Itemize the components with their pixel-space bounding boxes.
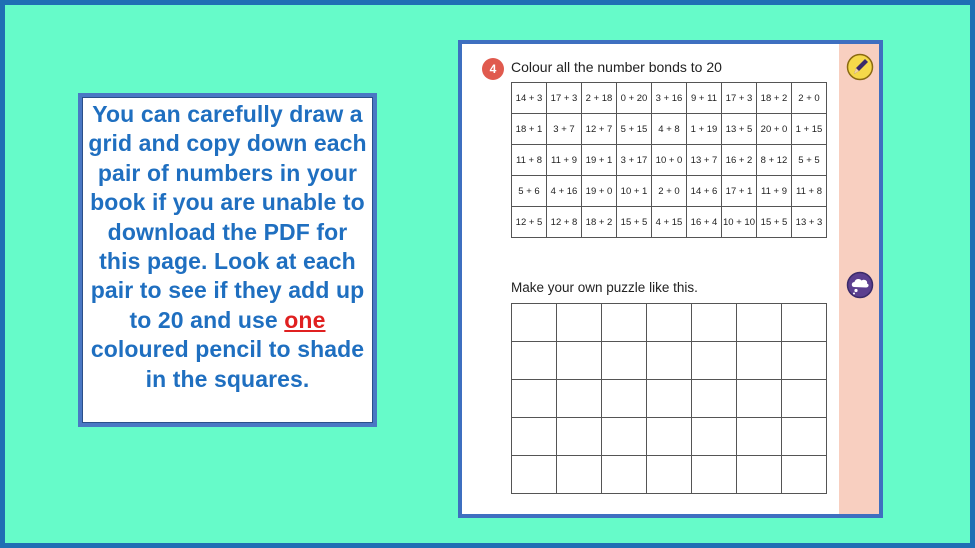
blank-cell[interactable] [692, 456, 737, 494]
bond-cell[interactable]: 12 + 7 [582, 114, 617, 145]
bond-row [512, 83, 827, 114]
bond-cell[interactable]: 11 + 9 [757, 176, 792, 207]
bond-cell[interactable]: 5 + 6 [512, 176, 547, 207]
bond-cell[interactable]: 16 + 2 [722, 145, 757, 176]
bond-cell[interactable]: 11 + 8 [792, 176, 827, 207]
bond-row [512, 207, 827, 238]
blank-cell[interactable] [557, 304, 602, 342]
blank-cell[interactable] [602, 380, 647, 418]
instruction-text-end: coloured pencil to shade in the squares. [90, 336, 365, 392]
blank-row [512, 380, 827, 418]
bond-cell[interactable]: 3 + 7 [547, 114, 582, 145]
bond-cell[interactable]: 16 + 4 [687, 207, 722, 238]
bond-cell[interactable]: 17 + 3 [722, 83, 757, 114]
bond-cell[interactable]: 10 + 10 [722, 207, 757, 238]
bond-cell[interactable]: 4 + 8 [652, 114, 687, 145]
bond-cell[interactable]: 3 + 16 [652, 83, 687, 114]
blank-cell[interactable] [557, 380, 602, 418]
blank-cell[interactable] [737, 304, 782, 342]
bond-row [512, 114, 827, 145]
bond-cell[interactable]: 15 + 5 [617, 207, 652, 238]
blank-cell[interactable] [557, 456, 602, 494]
blank-cell[interactable] [782, 304, 827, 342]
blank-cell[interactable] [647, 418, 692, 456]
bond-cell[interactable]: 18 + 2 [582, 207, 617, 238]
blank-cell[interactable] [647, 304, 692, 342]
bond-cell[interactable]: 12 + 5 [512, 207, 547, 238]
blank-cell[interactable] [692, 418, 737, 456]
bond-cell[interactable]: 17 + 1 [722, 176, 757, 207]
blank-cell[interactable] [737, 380, 782, 418]
blank-cell[interactable] [557, 418, 602, 456]
blank-cell[interactable] [647, 342, 692, 380]
blank-cell[interactable] [512, 380, 557, 418]
bond-cell[interactable]: 13 + 7 [687, 145, 722, 176]
bond-cell[interactable]: 20 + 0 [757, 114, 792, 145]
bond-cell[interactable]: 4 + 16 [547, 176, 582, 207]
instruction-text-start: You can carefully draw a grid and copy down each pair of numbers in your book if you are unable to download the PDF for this page. Look at each pair to see if they add up to 20 and use [88, 101, 367, 333]
blank-cell[interactable] [512, 418, 557, 456]
question-number-badge: 4 [482, 58, 504, 80]
bond-cell[interactable]: 0 + 20 [617, 83, 652, 114]
bond-cell[interactable]: 19 + 0 [582, 176, 617, 207]
puzzle-subtitle: Make your own puzzle like this. [511, 280, 698, 295]
bond-cell[interactable]: 17 + 3 [547, 83, 582, 114]
bond-cell[interactable]: 10 + 0 [652, 145, 687, 176]
bond-cell[interactable]: 18 + 2 [757, 83, 792, 114]
instruction-box [78, 93, 377, 427]
blank-cell[interactable] [737, 418, 782, 456]
bond-cell[interactable]: 14 + 3 [512, 83, 547, 114]
blank-cell[interactable] [647, 380, 692, 418]
bond-cell[interactable]: 2 + 0 [652, 176, 687, 207]
blank-cell[interactable] [602, 304, 647, 342]
number-bonds-grid [511, 82, 827, 238]
blank-cell[interactable] [647, 456, 692, 494]
bond-cell[interactable]: 11 + 8 [512, 145, 547, 176]
bond-cell[interactable]: 14 + 6 [687, 176, 722, 207]
bond-cell[interactable]: 9 + 11 [687, 83, 722, 114]
instruction-text [82, 97, 373, 394]
bond-cell[interactable]: 2 + 18 [582, 83, 617, 114]
blank-cell[interactable] [692, 380, 737, 418]
blank-cell[interactable] [782, 342, 827, 380]
blank-cell[interactable] [602, 456, 647, 494]
blank-cell[interactable] [512, 304, 557, 342]
bond-cell[interactable]: 5 + 5 [792, 145, 827, 176]
bond-row [512, 145, 827, 176]
bond-cell[interactable]: 2 + 0 [792, 83, 827, 114]
blank-cell[interactable] [692, 342, 737, 380]
blank-cell[interactable] [782, 418, 827, 456]
bond-cell[interactable]: 15 + 5 [757, 207, 792, 238]
blank-row [512, 418, 827, 456]
bond-cell[interactable]: 5 + 15 [617, 114, 652, 145]
question-title: Colour all the number bonds to 20 [511, 59, 722, 75]
blank-cell[interactable] [512, 342, 557, 380]
blank-cell[interactable] [737, 456, 782, 494]
instruction-emphasis: one [284, 306, 326, 333]
blank-row [512, 456, 827, 494]
thinking-cloud-icon [846, 271, 874, 299]
blank-cell[interactable] [782, 380, 827, 418]
bond-row [512, 176, 827, 207]
bond-cell[interactable]: 12 + 8 [547, 207, 582, 238]
bond-cell[interactable]: 1 + 19 [687, 114, 722, 145]
blank-cell[interactable] [692, 304, 737, 342]
blank-cell[interactable] [602, 418, 647, 456]
bond-cell[interactable]: 1 + 15 [792, 114, 827, 145]
bond-cell[interactable]: 11 + 9 [547, 145, 582, 176]
blank-cell[interactable] [737, 342, 782, 380]
blank-puzzle-grid [511, 303, 827, 494]
bond-cell[interactable]: 10 + 1 [617, 176, 652, 207]
blank-cell[interactable] [557, 342, 602, 380]
bond-cell[interactable]: 4 + 15 [652, 207, 687, 238]
bond-cell[interactable]: 13 + 3 [792, 207, 827, 238]
blank-row [512, 342, 827, 380]
bond-cell[interactable]: 19 + 1 [582, 145, 617, 176]
blank-cell[interactable] [602, 342, 647, 380]
blank-row [512, 304, 827, 342]
bond-cell[interactable]: 8 + 12 [757, 145, 792, 176]
bond-cell[interactable]: 18 + 1 [512, 114, 547, 145]
bond-cell[interactable]: 3 + 17 [617, 145, 652, 176]
pencil-icon [846, 53, 874, 81]
blank-cell[interactable] [512, 456, 557, 494]
blank-cell[interactable] [782, 456, 827, 494]
bond-cell[interactable]: 13 + 5 [722, 114, 757, 145]
worksheet-page [458, 40, 883, 518]
